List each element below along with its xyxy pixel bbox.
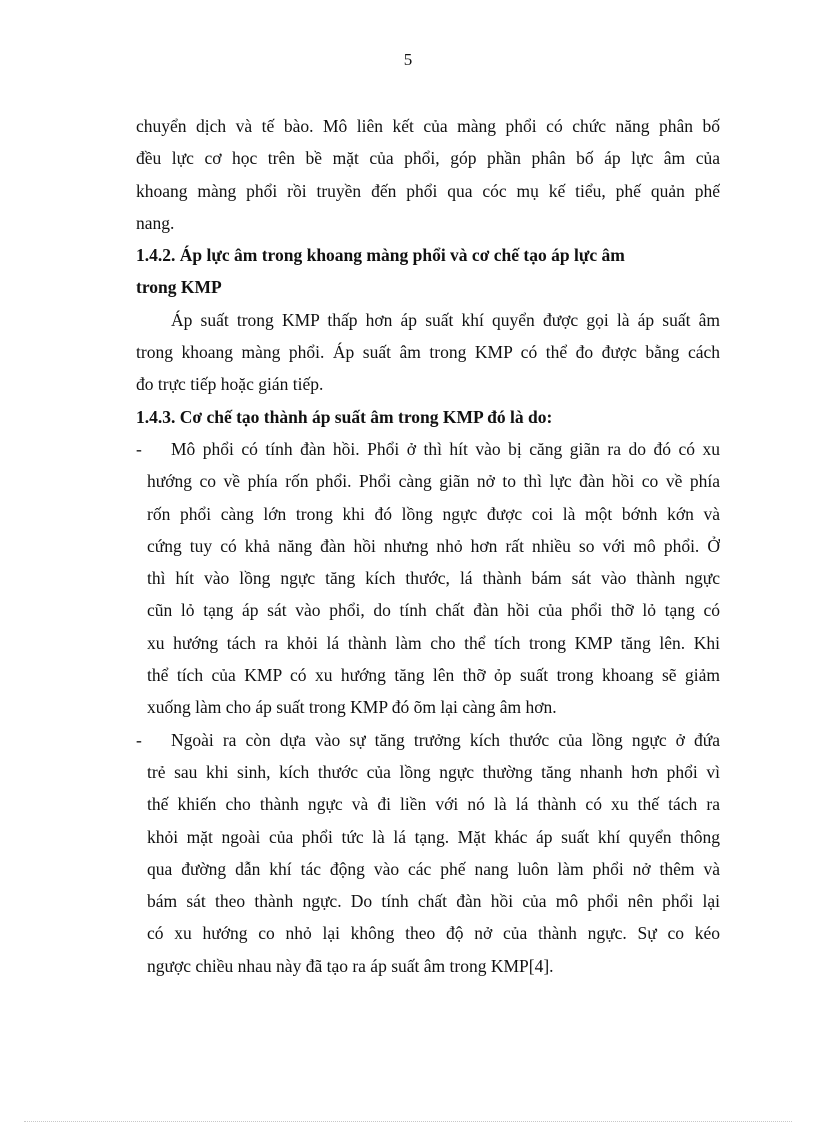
section-heading-1-4-2 — [136, 239, 720, 304]
text-line: có xu hướng co nhỏ lại không theo độ nở của thành ngực. Sự co kéo — [147, 923, 720, 944]
text-line: ngược chiều nhau này đã tạo ra áp suất âm trong KMP[4]. — [147, 955, 554, 976]
text-line: trong khoang màng phổi. Áp suất âm trong KMP có thể đo được bằng cách — [136, 342, 720, 363]
text-line: nang. — [136, 212, 175, 233]
bullet-first-line — [136, 724, 720, 756]
text-line: thế khiến cho thành ngực và đi liền với nó là lá thành có xu thế tách ra — [147, 794, 720, 815]
text-line: đo trực tiếp hoặc gián tiếp. — [136, 374, 324, 395]
text-line: thì hít vào lồng ngực tăng kích thước, lá thành bám sát vào thành ngực — [147, 568, 720, 589]
text-line: qua đường dẫn khí tác động vào các phế nang luôn làm phổi nở thêm và — [147, 858, 720, 879]
text-line: Mô phổi có tính đàn hồi. Phổi ở thì hít vào bị căng giãn ra do đó có xu — [171, 438, 720, 459]
page-bottom-border — [24, 1121, 792, 1122]
text-line: Áp suất trong KMP thấp hơn áp suất khí quyển được gọi là áp suất âm — [171, 309, 720, 330]
text-line: khỏi mặt ngoài của phổi tức là lá tạng. Mặt khác áp suất khí quyển thông — [147, 826, 720, 847]
bullet-first-line — [136, 433, 720, 465]
heading-line: trong KMP — [136, 277, 222, 298]
heading-line: 1.4.2. Áp lực âm trong khoang màng phổi và cơ chế tạo áp lực âm — [136, 245, 625, 266]
bullet-item-elasticity — [136, 433, 720, 724]
page-body — [136, 110, 720, 982]
text-line: hướng co về phía rốn phổi. Phổi càng giãn nở to thì lực đàn hồi co về phía — [147, 471, 720, 492]
page-number: 5 — [403, 50, 413, 69]
text-line: đều lực cơ học trên bề mặt của phổi, góp phần phân bố áp lực âm của — [136, 148, 720, 169]
text-line: chuyển dịch và tế bào. Mô liên kết của màng phổi có chức năng phân bố — [136, 116, 720, 136]
section-heading-1-4-3: 1.4.3. Cơ chế tạo thành áp suất âm trong KMP đó là do: — [136, 406, 553, 427]
paragraph-continuation — [136, 110, 720, 239]
text-line: xuống làm cho áp suất trong KMP đó õm lại càng âm hơn. — [147, 697, 557, 718]
text-line: Ngoài ra còn dựa vào sự tăng trưởng kích thước của lồng ngực ở đứa — [171, 729, 720, 750]
text-line: trẻ sau khi sinh, kích thước của lồng ngực thường tăng nhanh hơn phổi vì — [147, 761, 720, 782]
bullet-item-growth — [136, 724, 720, 982]
text-line: cũn lỏ tạng áp sát vào phổi, do tính chất đàn hồi của phổi thỡ lỏ tạng có — [147, 600, 720, 621]
text-line: rốn phổi càng lớn trong khi đó lồng ngực được coi là một bớnh kớn và — [147, 503, 720, 524]
text-line: thể tích của KMP có xu hướng tăng lên thỡ ỏp suất trong khoang sẽ giảm — [147, 665, 720, 686]
text-line: khoang màng phổi rồi truyền đến phổi qua cóc mụ kế tiểu, phế quản phế — [136, 180, 720, 201]
paragraph-negative-pressure — [136, 304, 720, 401]
text-line: xu hướng tách ra khỏi lá thành làm cho thể tích trong KMP tăng lên. Khi — [147, 632, 720, 653]
text-line: bám sát theo thành ngực. Do tính chất đàn hồi của mô phổi nên phổi lại — [147, 891, 720, 912]
bullet-marker: - — [136, 729, 142, 750]
text-line: cứng tuy có khả năng đàn hồi nhưng nhỏ hơn rất nhiều so với mô phổi. Ở — [147, 535, 720, 556]
bullet-marker: - — [136, 438, 142, 459]
